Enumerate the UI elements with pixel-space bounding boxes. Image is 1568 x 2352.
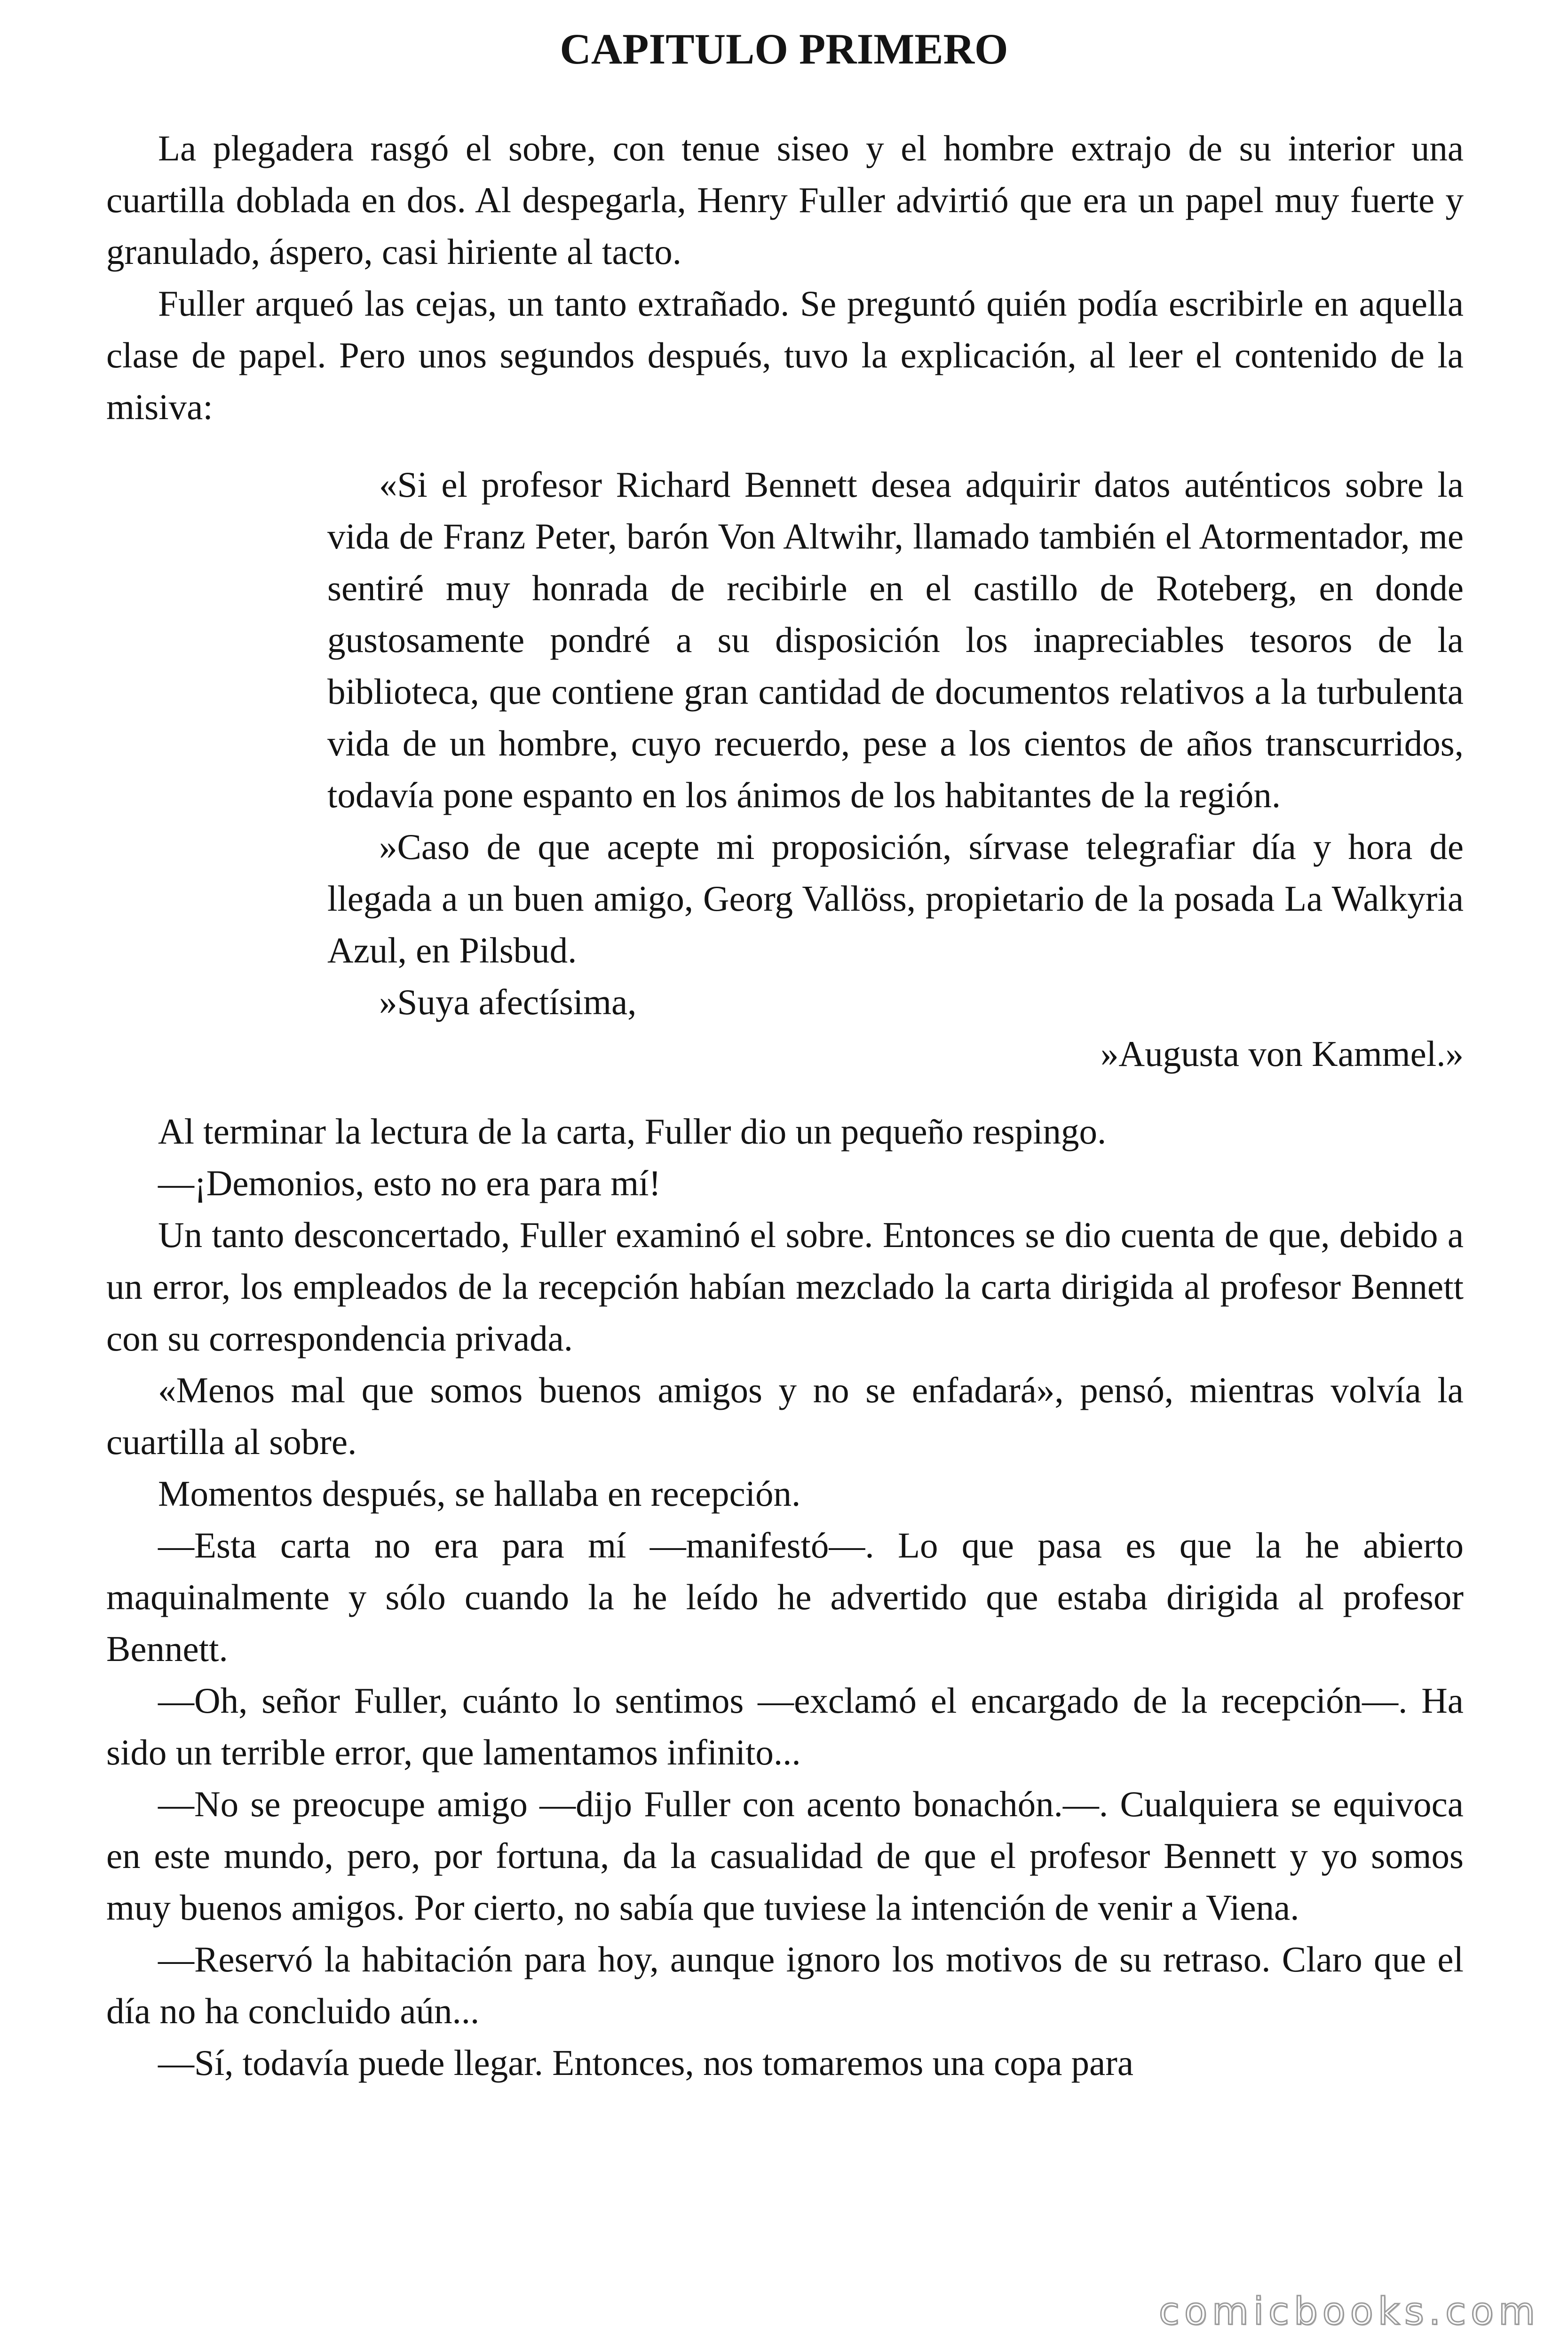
quoted-letter <box>327 433 1464 1105</box>
paragraph: «Menos mal que somos buenos amigos y no se enfadará», pensó, mientras volvía la cuartilla al sobre. <box>106 1370 1464 1462</box>
paragraph: Momentos después, se hallaba en recepción. <box>158 1473 801 1514</box>
paragraph: —Sí, todavía puede llegar. Entonces, nos tomaremos una copa para <box>158 2042 1134 2083</box>
letter-paragraph: »Caso de que acepte mi proposición, sírvase telegrafiar día y hora de llegada a un buen amigo, Georg Vallöss, propietario de la posada La Walkyria Azul, en Pilsbud. <box>327 826 1464 970</box>
paragraph: —Oh, señor Fuller, cuánto lo sentimos —exclamó el encargado de la recepción—. Ha sido un terrible error, que lamentamos infinito... <box>106 1680 1464 1772</box>
letter-closing: »Suya afectísima, <box>379 982 637 1022</box>
paragraph: —Esta carta no era para mí —manifestó—. Lo que pasa es que la he abierto maquinalmente y sólo cuando la he leído he advertido que estaba dirigida al profesor Bennett. <box>106 1525 1464 1669</box>
paragraph: Al terminar la lectura de la carta, Fuller dio un pequeño respingo. <box>158 1111 1107 1152</box>
chapter-title: CAPITULO PRIMERO <box>560 25 1008 73</box>
chapter-body <box>106 122 1464 2089</box>
letter-signature: »Augusta von Kammel.» <box>1100 1033 1464 1074</box>
paragraph: Fuller arqueó las cejas, un tanto extrañado. Se preguntó quién podía escribirle en aquella clase de papel. Pero unos segundos después, tuvo la explicación, al leer el contenido de la misiva: <box>106 283 1464 427</box>
paragraph: —¡Demonios, esto no era para mí! <box>158 1163 661 1203</box>
watermark: comicbooks.com <box>1158 2289 1540 2333</box>
paragraph: —No se preocupe amigo —dijo Fuller con acento bonachón.—. Cualquiera se equivoca en este mundo, pero, por fortuna, da la casualidad de que el profesor Bennett y yo somos muy buenos amigos. Por cierto, no sabía que tuviese la intención de venir a Viena. <box>106 1784 1464 1928</box>
paragraph: —Reservó la habitación para hoy, aunque ignoro los motivos de su retraso. Claro que el día no ha concluido aún... <box>106 1939 1464 2031</box>
paragraph: La plegadera rasgó el sobre, con tenue siseo y el hombre extrajo de su interior una cuartilla doblada en dos. Al despegarla, Henry Fuller advirtió que era un papel muy fuerte y granulado, áspero, casi hiriente al tacto. <box>106 128 1464 272</box>
letter-paragraph: «Si el profesor Richard Bennett desea adquirir datos auténticos sobre la vida de Franz Peter, barón Von Altwihr, llamado también el Atormentador, me sentiré muy honrada de recibirle en el castillo de Roteberg, en donde gustosamente pondré a su disposición los inapreciables tesoros de la biblioteca, que contiene gran cantidad de documentos relativos a la turbulenta vida de un hombre, cuyo recuerdo, pese a los cientos de años transcurridos, todavía pone espanto en los ánimos de los habitantes de la región. <box>327 464 1464 815</box>
paragraph: Un tanto desconcertado, Fuller examinó el sobre. Entonces se dio cuenta de que, debido a un error, los empleados de la recepción habían mezclado la carta dirigida al profesor Bennett con su correspondencia privada. <box>106 1215 1464 1359</box>
